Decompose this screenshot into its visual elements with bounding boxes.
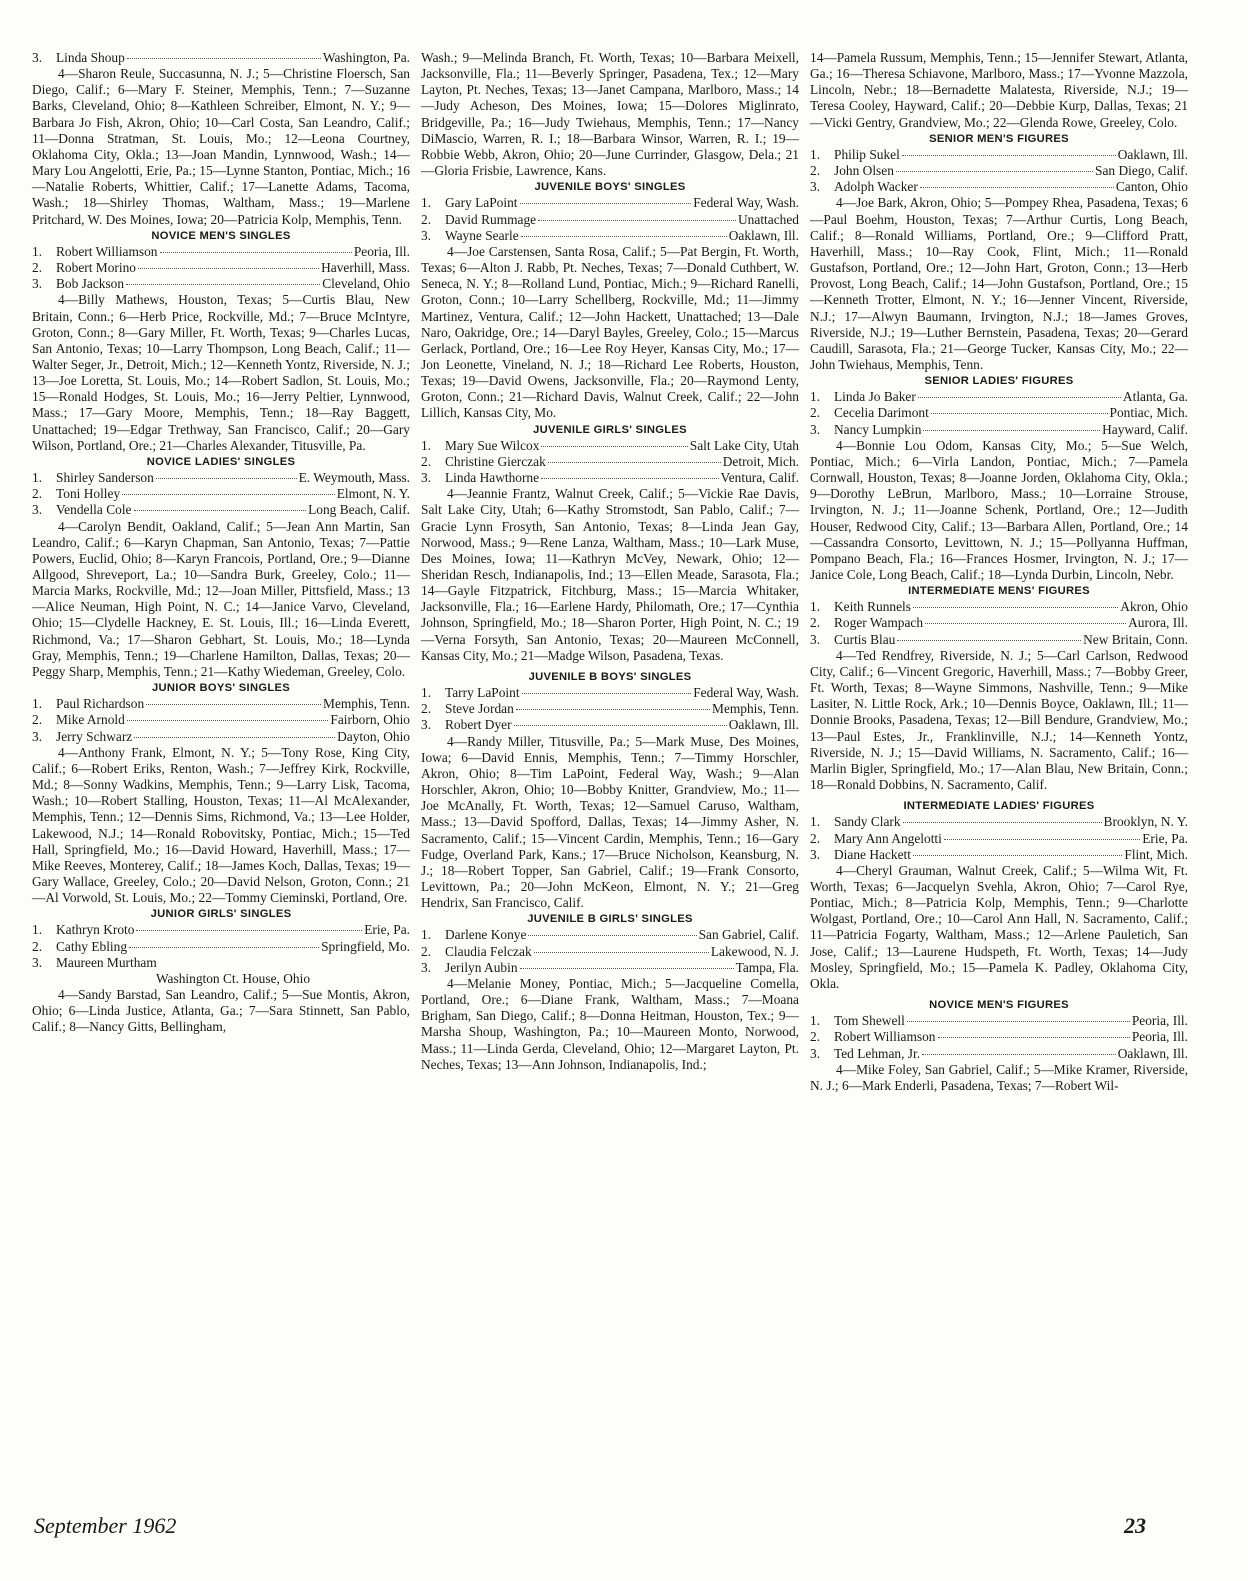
placing-row (810, 422, 1188, 438)
skater-location: Peoria, Ill. (1131, 1029, 1188, 1045)
skater-location: San Diego, Calif. (1095, 163, 1188, 179)
placing-number: 3. (810, 179, 821, 195)
placing-number: 2. (421, 701, 432, 717)
placing-row (421, 717, 799, 733)
placing-number: 1. (421, 195, 432, 211)
skater-location: Tampa, Fla. (735, 959, 799, 975)
skater-location: E. Weymouth, Mass. (298, 470, 410, 486)
skater-name: Shirley Sanderson (56, 470, 154, 486)
skater-name: Ted Lehman, Jr. (834, 1045, 921, 1061)
placing-number: 3. (32, 276, 43, 292)
skater-location: Federal Way, Wash. (693, 685, 799, 701)
section-heading: SENIOR MEN'S FIGURES (929, 132, 1069, 145)
placing-number: 2. (810, 615, 821, 631)
placing-number: 2. (32, 938, 43, 954)
skater-location: Springfield, Mo. (321, 938, 410, 954)
placing-row (421, 454, 799, 470)
skater-name: Linda Hawthorne (445, 470, 540, 486)
placing-number: 2. (421, 943, 432, 959)
skater-location: Haverhill, Mass. (321, 260, 410, 276)
placing-row (421, 685, 799, 701)
placing-number: 3. (32, 728, 43, 744)
skater-location: Oaklawn, Ill. (1117, 146, 1188, 162)
placing-row (810, 615, 1188, 631)
dot-leader (920, 187, 1114, 188)
dot-leader (122, 494, 335, 495)
placing-location-continued: Washington Ct. House, Ohio (155, 970, 311, 986)
dot-leader (136, 930, 362, 931)
placing-row (421, 960, 799, 976)
skater-location: Akron, Ohio (1120, 599, 1188, 615)
dot-leader (528, 935, 696, 936)
skater-name: Adolph Wacker (834, 179, 918, 195)
skater-name: Curtis Blau (834, 631, 896, 647)
placing-row (810, 147, 1188, 163)
skater-location: Salt Lake City, Utah (689, 437, 799, 453)
skater-location: Long Beach, Calif. (308, 502, 410, 518)
results-paragraph: 4—Sandy Barstad, San Leandro, Calif.; 5—Sue Montis, Akron, Ohio; 6—Linda Justice, Atlanta, Ga.; 7—Sara Stinnett, San Pablo, Calif.; 8—Nancy Gitts, Bellingham, (32, 987, 410, 1035)
dot-leader (127, 58, 321, 59)
skater-name: Robert Dyer (445, 717, 512, 733)
placing-row (421, 927, 799, 943)
skater-name: Gary LaPoint (445, 195, 518, 211)
dot-leader (938, 1037, 1130, 1038)
skater-location: Oaklawn, Ill. (728, 227, 799, 243)
placing-number: 3. (32, 50, 43, 65)
placing-number: 3. (32, 502, 43, 518)
skater-name: Kathryn Kroto (56, 922, 135, 938)
placing-number: 3. (421, 470, 432, 486)
placing-number: 3. (421, 959, 432, 975)
issue-date: September 1962 (34, 1513, 177, 1538)
dot-leader (129, 947, 319, 948)
placing-number: 2. (810, 1029, 821, 1045)
skater-location: Canton, Ohio (1115, 179, 1188, 195)
placing-number: 2. (32, 712, 43, 728)
skater-name: Paul Richardson (56, 696, 145, 712)
skater-location: Flint, Mich. (1124, 846, 1188, 862)
dot-leader (134, 510, 307, 511)
placing-number: 3. (421, 227, 432, 243)
dot-leader (138, 268, 319, 269)
results-paragraph: 4—Joe Bark, Akron, Ohio; 5—Pompey Rhea, Pasadena, Texas; 6—Paul Boehm, Houston, Texas; 7—Arthur Curtis, Long Beach, Calif.; 8—Ronald Williams, Portland, Ore.; 9—Clifford Pratt, Haverhill, Mass.; 10—Ray Cook, Flint, Mich.; 11—Ronald Gustafson, Portland, Ore.; 12—John Hart, Groton, Conn.; 13—Herb Provost, Long Beach, Calif.; 14—John Gustafson, Portland, Ore.; 15—Kenneth Trotter, Elmont, N. Y.; 16—Jenner Vincent, Riverside, N.J.; 17—Alwyn Baumann, Irvington, N.J.; 18—James Groves, Riverside, N.J.; 19—Luther Bernstein, Pasadena, Texas; 20—Gerard Caudill, Sarasota, Fla.; 21—George Tucker, Kansas City, Mo.; 22—John Twiehaus, Memphis, Tenn. (810, 195, 1188, 372)
skater-name: Tom Shewell (834, 1013, 905, 1029)
placing-number: 3. (421, 717, 432, 733)
placing-number: 1. (32, 696, 43, 712)
dot-leader (923, 430, 1100, 431)
section-heading: NOVICE MEN'S SINGLES (151, 229, 291, 242)
page-number: 23 (1124, 1513, 1146, 1538)
column-3 (810, 50, 1188, 1094)
dot-leader (896, 171, 1093, 172)
skater-location: Oaklawn, Ill. (728, 717, 799, 733)
skater-name: Robert Williamson (56, 243, 158, 259)
dot-leader (146, 704, 321, 705)
results-paragraph: 4—Cheryl Grauman, Walnut Creek, Calif.; 5—Wilma Wit, Ft. Worth, Texas; 6—Jacquelyn Svehla, Akron, Ohio; 7—Carol Rye, Pontiac, Mich.; 8—Patricia Kolp, Memphis, Tenn.; 9—Charlotte Wolgast, Portland, Ore.; 10—Carol Ann Hall, N. Sacramento, Calif.; 11—Patricia Fogarty, Waltham, Mass.; 12—Arlene Pauletich, San Jose, Calif.; 13—Laurene Hudspeth, Ft. Worth, Texas; 14—Judy Mosley, Springfield, Mo.; 15—Pamela K. Padley, Oklahoma City, Okla. (810, 862, 1188, 991)
skater-name: Wayne Searle (445, 227, 519, 243)
dot-leader (548, 462, 721, 463)
placing-number: 2. (810, 830, 821, 846)
results-paragraph: 4—Billy Mathews, Houston, Texas; 5—Curtis Blau, New Britain, Conn.; 6—Herb Price, Rockville, Md.; 7—Bruce McIntyre, Groton, Conn.; 8—Gary Miller, Ft. Worth, Texas; 9—Charles Lucas, San Antonio, Texas; 10—Larry Thompson, Long Beach, Calif.; 11—Walter Seger, Jr., Detroit, Mich.; 12—Kenneth Yontz, Riverside, N. J.; 13—Joe Loretta, St. Louis, Mo.; 14—Robert Sadlon, St. Louis, Mo.; 15—Ronald Hodges, St. Louis, Mo.; 16—Jerry Peltier, Lynnwood, Mass.; 17—Gary Moore, Memphis, Tenn.; 18—Ray Baggett, Unattached; 19—Edgar Trethway, San Francisco, Calif.; 20—Gary Wilson, Portland, Ore.; 21—Charles Alexander, Titusville, Pa. (32, 292, 410, 453)
results-paragraph: 4—Sharon Reule, Succasunna, N. J.; 5—Christine Floersch, San Diego, Calif.; 6—Mary F. Steiner, Memphis, Tenn.; 7—Suzanne Barks, Cleveland, Ohio; 8—Kathleen Schreiber, Elmont, N. Y.; 9—Barbara Jo Fish, Akron, Ohio; 10—Carl Costa, San Leandro, Calif.; 11—Donna Stratman, St. Louis, Mo.; 12—Leona Courtney, Oklahoma City, Okla.; 13—Joan Mandin, Lynnwood, Wash.; 14—Mary Lou Angelotti, Erie, Pa.; 15—Lynne Stanton, Pontiac, Mich.; 16—Natalie Roberts, Whittier, Calif.; 17—Lanette Adams, Tacoma, Wash.; 18—Shirley Thomas, Waltham, Mass.; 19—Marlene Pritchard, W. Des Moines, Iowa; 20—Patricia Kolp, Memphis, Tenn. (32, 66, 410, 227)
section-heading: JUNIOR BOYS' SINGLES (152, 682, 290, 695)
skater-location: Peoria, Ill. (1131, 1013, 1188, 1029)
section-heading: NOVICE LADIES' SINGLES (146, 455, 296, 468)
dot-leader (913, 607, 1118, 608)
results-paragraph: 4—Jeannie Frantz, Walnut Creek, Calif.; 5—Vickie Rae Davis, Salt Lake City, Utah; 6—Kathy Stromstodt, San Pablo, Calif.; 7—Gracie Lynn Frosyth, San Antonio, Texas; 8—Linda Jean Gay, Norwood, Mass.; 9—Rene Lanza, Waltham, Mass.; 10—Lark Muse, Des Moines, Iowa; 11—Kathryn McVey, Newark, Ohio; 12—Sheridan Resch, Indianapolis, Ind.; 13—Ellen Meade, Sarasota, Fla.; 14—Gayle Fitzpatrick, Fitchburg, Mass.; 15—Marcia Whitaker, Jacksonville, Fla.; 16—Earlene Hardy, Philomath, Ore.; 17—Cynthia Johnson, Springfield, Mo.; 18—Sharon Porter, High Point, N. C.; 19—Verna Forsyth, San Antonio, Texas; 20—Maureen McConnell, Kansas City, Mo.; 21—Madge Wilson, Pasadena, Texas. (421, 486, 799, 663)
placing-row (421, 195, 799, 211)
placing-row (810, 405, 1188, 421)
section-heading: JUVENILE GIRLS' SINGLES (533, 423, 687, 436)
placing-row (32, 486, 410, 502)
placing-row (32, 939, 410, 955)
dot-leader (925, 623, 1126, 624)
skater-name: Claudia Felczak (445, 943, 532, 959)
results-paragraph: 4—Ted Rendfrey, Riverside, N. J.; 5—Carl Carlson, Redwood City, Calif.; 6—Vincent Gregoric, Haverhill, Mass.; 7—Bobby Greer, Ft. Worth, Texas; 8—Wayne Simmons, Nashville, Tenn.; 9—Mike Lasiter, N. Little Rock, Ark.; 10—Dennis Boyce, Oaklawn, Ill.; 11—Donnie Brooks, Pasadena, Texas; 12—Bill Bendure, Grandview, Mo.; 13—Paul Estes, Jr., Franklinville, N.J.; 14—Kenneth Yontz, Riverside, N. J.; 15—David Williams, N. Sacramento, Calif.; 16—Marlin Bigler, Springfield, Mo.; 17—Alan Blau, New Britain, Conn.; 18—Ronald Dobbins, N. Sacramento, Calif. (810, 647, 1188, 793)
placing-number: 2. (421, 211, 432, 227)
placing-number: 3. (810, 846, 821, 862)
dot-leader (907, 1021, 1130, 1022)
dot-leader (918, 397, 1121, 398)
dot-leader (922, 1054, 1116, 1055)
results-paragraph: 4—Bonnie Lou Odom, Kansas City, Mo.; 5—Sue Welch, Pontiac, Mich.; 6—Virla Landon, Pontiac, Mich.; 7—Pamela Cornwall, Houston, Texas; 8—Joanne Jorden, Oklahoma City, Okla.; 9—Dorothy LeBrun, Marlboro, Mass.; 10—Lorraine Strouse, Irvington, N. J.; 11—Joanne Schenk, Portland, Ore.; 12—Judith Houser, Redwood City, Calif.; 13—Barbara Allen, Portland, Ore.; 14—Cassandra Consorto, Levittown, N. J.; 15—Pollyanna Huffman, Pompano Beach, Fla.; 16—Frances Hosmer, Irvington, N. J.; 17—Janice Cole, Long Beach, Calif.; 18—Lynda Durbin, Lincoln, Nebr. (810, 437, 1188, 582)
section-heading: JUNIOR GIRLS' SINGLES (150, 908, 292, 921)
skater-name: Vendella Cole (56, 502, 132, 518)
skater-name: Maureen Murtham (56, 954, 157, 970)
skater-name: Tarry LaPoint (445, 685, 520, 701)
skater-location: Lakewood, N. J. (710, 943, 799, 959)
results-paragraph: 4—Anthony Frank, Elmont, N. Y.; 5—Tony Rose, King City, Calif.; 6—Robert Eriks, Renton, Wash.; 7—Jeffrey Kirk, Rockville, Md.; 8—Sonny Wadkins, Memphis, Tenn.; 9—Larry Lisk, Tacoma, Wash.; 10—Robert Stalling, Houston, Texas; 11—Al McAlexander, Memphis, Tenn.; 12—Dennis Sims, Richmond, Va.; 13—Lee Holder, Lakewood, N.J.; 14—Ronald Robovitsky, Pontiac, Mich.; 15—Ted Hall, Springfield, Mo.; 16—David Howard, Haverhill, Mass.; 17—Mike Reeves, Monterey, Calif.; 18—James Koch, Dallas, Texas; 19—Gary Wallace, Greeley, Colo.; 20—David Nelson, Groton, Conn.; 21—Al Vorwold, St. Louis, Mo.; 22—Tommy Cieminski, Portland, Ore. (32, 744, 410, 906)
dot-leader (913, 855, 1122, 856)
placing-row (810, 847, 1188, 863)
placing-row (32, 955, 410, 971)
dot-leader (520, 968, 734, 969)
placing-row (421, 228, 799, 244)
skater-name: Jerilyn Aubin (445, 959, 518, 975)
skater-name: Christine Gierczak (445, 453, 546, 469)
dot-leader (134, 737, 335, 738)
placing-row (32, 50, 410, 66)
dot-leader (534, 952, 709, 953)
dot-leader (521, 236, 727, 237)
skater-name: Linda Shoup (56, 50, 125, 65)
placing-number: 3. (32, 954, 43, 970)
results-paragraph: 4—Randy Miller, Titusville, Pa.; 5—Mark Muse, Des Moines, Iowa; 6—David Ennis, Memphis, Tenn.; 7—Timmy Horschler, Akron, Ohio; 8—Tim LaPoint, Federal Way, Wash.; 9—Alan Horschler, Akron, Ohio; 10—Bobby Knitter, Grandview, Mo.; 11—Joe McAnally, Ft. Worth, Texas; 12—Samuel Caruso, Waltham, Mass.; 13—David Spofford, Dallas, Texas; 14—Jimmy Asher, N. Sacramento, Calif.; 15—Vincent Cardin, Memphis, Tenn.; 16—Gary Fudge, Overland Park, Kans.; 17—Bruce Nicholson, Keansburg, N. J.; 18—Robert Topper, San Gabriel, Calif.; 19—Frank Consorto, Levittown, Pa.; 20—John McKeon, Elmont, N. Y.; 21—Greg Hendrix, San Francisco, Calif. (421, 733, 799, 911)
results-paragraph: 4—Melanie Money, Pontiac, Mich.; 5—Jacqueline Comella, Portland, Ore.; 6—Diane Frank, Waltham, Mass.; 7—Moana Brigham, San Diego, Calif.; 8—Donna Heitman, Houston, Tex.; 9—Marsha Shoup, Washington, Pa.; 10—Maureen Monto, Norwood, Mass.; 11—Linda Gerda, Cleveland, Ohio; 12—Margaret Layton, Pt. Neches, Texas; 13—Ann Johnson, Indianapolis, Ind.; (421, 975, 799, 1072)
placing-row (32, 502, 410, 518)
skater-location: San Gabriel, Calif. (698, 927, 799, 943)
placing-row (421, 212, 799, 228)
skater-location: Fairborn, Ohio (330, 712, 410, 728)
skater-location: Washington, Pa. (322, 50, 410, 65)
placing-number: 1. (421, 437, 432, 453)
placing-row (32, 922, 410, 938)
placing-row (810, 163, 1188, 179)
skater-location: Peoria, Ill. (353, 243, 410, 259)
section-heading: NOVICE MEN'S FIGURES (929, 999, 1069, 1012)
placing-number: 2. (32, 260, 43, 276)
placing-number: 3. (810, 1045, 821, 1061)
placing-row (32, 244, 410, 260)
placing-row (32, 470, 410, 486)
placing-number: 3. (810, 421, 821, 437)
placing-number: 2. (421, 453, 432, 469)
placing-number: 2. (810, 405, 821, 421)
placing-row (32, 712, 410, 728)
skater-location: Oaklawn, Ill. (1117, 1045, 1188, 1061)
placing-number: 3. (810, 631, 821, 647)
placing-row (810, 599, 1188, 615)
skater-name: Mary Sue Wilcox (445, 437, 540, 453)
results-paragraph: 14—Pamela Russum, Memphis, Tenn.; 15—Jennifer Stewart, Atlanta, Ga.; 16—Theresa Schiavone, Marlboro, Mass.; 17—Yvonne Mazzola, Lincoln, Nebr.; 18—Bernadette Malatesta, Riverside, N.J.; 19—Teresa Cooley, Hayward, Calif.; 20—Debbie Kurp, Dallas, Texas; 21—Vicki Gentry, Grandview, Mo.; 22—Glenda Rowe, Greeley, Colo. (810, 50, 1188, 130)
placing-row (810, 1029, 1188, 1045)
skater-name: Jerry Schwarz (56, 728, 133, 744)
results-paragraph: 4—Mike Foley, San Gabriel, Calif.; 5—Mike Kramer, Riverside, N. J.; 6—Mark Enderli, Pasadena, Texas; 7—Robert Wil- (810, 1061, 1188, 1093)
skater-location: Pontiac, Mich. (1109, 405, 1188, 421)
placing-number: 1. (810, 599, 821, 615)
results-paragraph: 4—Joe Carstensen, Santa Rosa, Calif.; 5—Pat Bergin, Ft. Worth, Texas; 6—Alton J. Rabb, Pt. Neches, Texas; 7—Donald Cuthbert, W. Seneca, N. Y.; 8—Rolland Lund, Pontiac, Mich.; 9—Richard Ranelli, Groton, Conn.; 10—Larry Schellberg, Rockville, Md.; 11—Jimmy Martinez, Ventura, Calif.; 12—John Hackett, Unattached; 13—Dale Naro, Oakridge, Ore.; 14—Daryl Bayles, Greeley, Colo.; 15—Marcus Gerlack, Portland, Ore.; 16—Lee Roy Heyer, Kansas City, Mo.; 17—Jon Leonette, Vineland, N. J.; 18—Richard Lee Roberts, Houston, Texas; 19—David Owens, Jacksonville, Fla.; 20—Raymond Lenty, Groton, Conn.; 21—Richard Davis, Walnut Creek, Calif.; 22—John Lillich, Kansas City, Mo. (421, 243, 799, 421)
skater-name: John Olsen (834, 163, 894, 179)
section-heading: SENIOR LADIES' FIGURES (924, 375, 1074, 388)
placing-row (32, 696, 410, 712)
column-1 (32, 50, 410, 1036)
skater-name: Sandy Clark (834, 814, 901, 830)
skater-name: Cathy Ebling (56, 938, 128, 954)
column-2 (421, 50, 799, 1073)
placing-row (421, 438, 799, 454)
section-heading: JUVENILE BOYS' SINGLES (534, 181, 686, 194)
placing-row (32, 276, 410, 292)
dot-leader (538, 220, 736, 221)
dot-leader (931, 413, 1108, 414)
placing-number: 2. (810, 163, 821, 179)
skater-name: Roger Wampach (834, 615, 924, 631)
skater-location: Dayton, Ohio (337, 728, 410, 744)
skater-location: Memphis, Tenn. (323, 696, 410, 712)
dot-leader (541, 478, 718, 479)
dot-leader (160, 252, 352, 253)
section-heading: INTERMEDIATE MENS' FIGURES (908, 585, 1090, 598)
skater-name: Keith Runnels (834, 599, 911, 615)
skater-location: Memphis, Tenn. (712, 701, 799, 717)
placing-row (32, 260, 410, 276)
skater-location: Elmont, N. Y. (336, 486, 410, 502)
skater-location: Erie, Pa. (364, 922, 410, 938)
skater-name: Diane Hackett (834, 846, 911, 862)
placing-row (421, 470, 799, 486)
skater-location: Detroit, Mich. (722, 453, 799, 469)
skater-location: Unattached (738, 211, 799, 227)
dot-leader (514, 725, 727, 726)
skater-name: Robert Williamson (834, 1029, 936, 1045)
dot-leader (541, 446, 687, 447)
placing-number: 1. (810, 814, 821, 830)
placing-number: 1. (32, 470, 43, 486)
skater-location: Ventura, Calif. (720, 470, 799, 486)
skater-name: Bob Jackson (56, 276, 125, 292)
skater-location: New Britain, Conn. (1083, 631, 1188, 647)
dot-leader (522, 693, 692, 694)
skater-location: Atlanta, Ga. (1122, 389, 1188, 405)
section-heading: JUVENILE B GIRLS' SINGLES (527, 913, 693, 926)
dot-leader (126, 284, 320, 285)
skater-name: Robert Morino (56, 260, 136, 276)
dot-leader (897, 640, 1081, 641)
placing-number: 1. (810, 389, 821, 405)
skater-name: Philip Sukel (834, 146, 900, 162)
placing-row (421, 701, 799, 717)
dot-leader (902, 155, 1116, 156)
skater-location: Cleveland, Ohio (322, 276, 410, 292)
placing-number: 1. (32, 922, 43, 938)
dot-leader (944, 839, 1140, 840)
placing-number: 1. (810, 146, 821, 162)
placing-number: 1. (810, 1013, 821, 1029)
skater-name: Steve Jordan (445, 701, 514, 717)
placing-number: 1. (32, 243, 43, 259)
placing-number: 1. (421, 685, 432, 701)
skater-name: Mike Arnold (56, 712, 125, 728)
placing-row (810, 831, 1188, 847)
section-heading: JUVENILE B BOYS' SINGLES (528, 670, 692, 683)
results-paragraph: 4—Carolyn Bendit, Oakland, Calif.; 5—Jean Ann Martin, San Leandro, Calif.; 6—Karyn Chapman, San Antonio, Texas; 7—Pattie Powers, Euclid, Ohio; 8—Karyn Francois, Portland, Ore.; 9—Dianne Allgood, Shreveport, La.; 10—Sandra Burk, Greeley, Colo.; 11—Marcia Marks, Rockville, Md.; 12—Joan Miller, Pittsfield, Mass.; 13—Alice Neuman, High Point, N. C.; 14—Janice Varvo, Cleveland, Ohio; 15—Clydelle Hackney, E. St. Louis, Ill.; 16—Linda Everett, Richmond, Va.; 17—Sharon Gebhart, St. Louis, Mo.; 18—Lynda Gray, Memphis, Tenn.; 19—Charlene Hamilton, Dallas, Texas; 20—Peggy Sharp, Memphis, Tenn.; 21—Kathy Wiedeman, Greeley, Colo. (32, 518, 410, 679)
placing-row (810, 179, 1188, 195)
skater-location: Federal Way, Wash. (693, 195, 799, 211)
placing-number: 2. (32, 486, 43, 502)
dot-leader (127, 720, 329, 721)
skater-location: Aurora, Ill. (1128, 615, 1188, 631)
placing-row (810, 389, 1188, 405)
skater-name: Linda Jo Baker (834, 389, 916, 405)
dot-leader (903, 822, 1102, 823)
section-heading: INTERMEDIATE LADIES' FIGURES (903, 800, 1095, 813)
dot-leader (520, 203, 692, 204)
skater-location: Hayward, Calif. (1102, 421, 1188, 437)
skater-location: Erie, Pa. (1142, 830, 1188, 846)
placing-row (810, 814, 1188, 830)
placing-number: 1. (421, 927, 432, 943)
placing-row (32, 729, 410, 745)
placing-row (810, 1046, 1188, 1062)
dot-leader (516, 709, 710, 710)
skater-name: Toni Holley (56, 486, 121, 502)
skater-name: Nancy Lumpkin (834, 421, 922, 437)
skater-location: Brooklyn, N. Y. (1103, 814, 1188, 830)
placing-row (421, 944, 799, 960)
skater-name: Cecelia Darimont (834, 405, 929, 421)
placing-row (810, 1013, 1188, 1029)
placing-row (810, 632, 1188, 648)
results-paragraph: Wash.; 9—Melinda Branch, Ft. Worth, Texas; 10—Barbara Meixell, Jacksonville, Fla.; 11—Beverly Springer, Pasadena, Tex.; 12—Mary Layton, Pt. Neches, Texas; 13—Janet Campana, Marlboro, Mass.; 14—Judy Acheson, Des Moines, Iowa; 15—Dolores Miglinrato, Bridgeville, Pa.; 16—Judy Twiehaus, Memphis, Tenn.; 17—Nancy DiMascio, Warren, R. I.; 18—Barbara Winsor, Warren, R. I.; 19—Robbie Webb, Akron, Ohio; 20—June Currinder, Glasgow, Dela.; 21—Gloria Frisbie, Lawrence, Kans. (421, 50, 799, 179)
skater-name: Darlene Konye (445, 927, 527, 943)
dot-leader (156, 478, 297, 479)
skater-name: Mary Ann Angelotti (834, 830, 942, 846)
skater-name: David Rummage (445, 211, 537, 227)
